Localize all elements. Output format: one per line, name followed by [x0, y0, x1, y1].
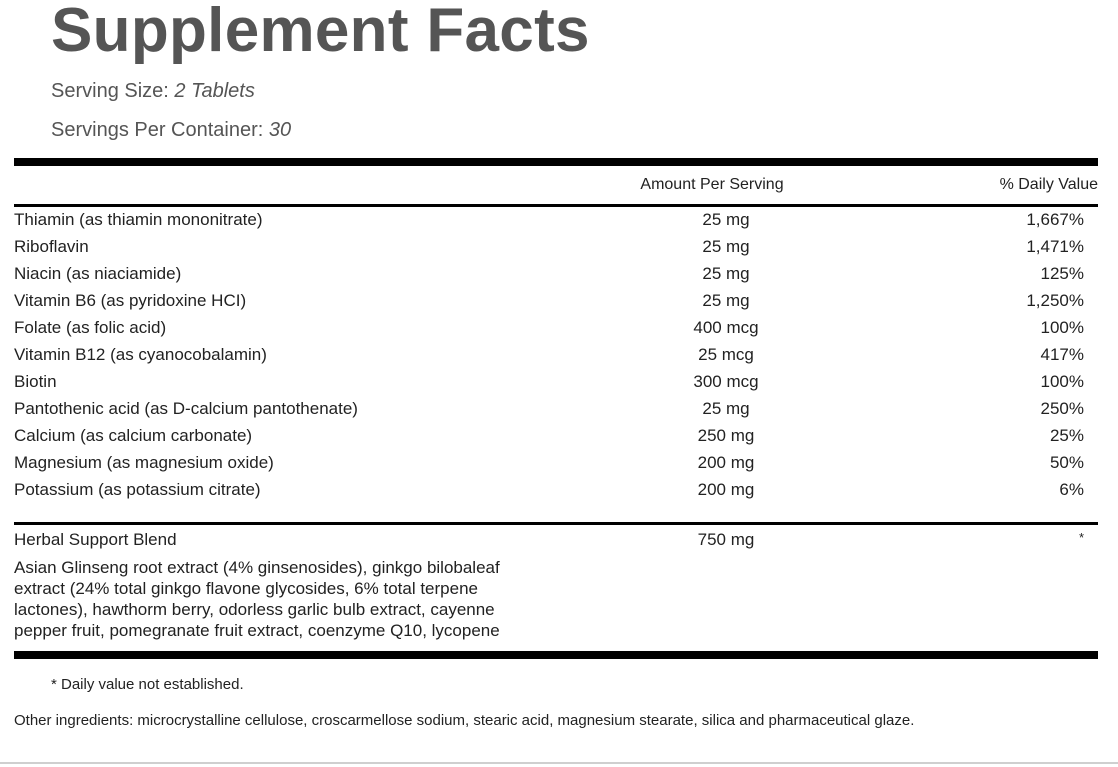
serving-size-value: 2 Tablets [174, 80, 255, 102]
nutrient-amount: 400 mcg [693, 318, 759, 337]
nutrient-daily-value: 417% [1040, 345, 1084, 364]
blend-divider [14, 522, 1098, 525]
table-row [14, 263, 1084, 290]
nutrient-name: Niacin (as niaciamide) [14, 264, 182, 283]
nutrient-name: Riboflavin [14, 237, 89, 256]
blend-amount: 750 mg [697, 530, 755, 549]
serving-size [51, 80, 255, 103]
nutrient-daily-value: 1,471% [1026, 237, 1084, 256]
nutrient-name: Thiamin (as thiamin mononitrate) [14, 210, 263, 229]
table-row [14, 398, 1084, 425]
nutrient-daily-value: 6% [1059, 480, 1084, 499]
nutrient-daily-value: 1,250% [1026, 291, 1084, 310]
nutrient-name: Pantothenic acid (as D-calcium pantothenate) [14, 399, 358, 418]
nutrient-amount: 25 mg [702, 291, 750, 310]
table-row [14, 209, 1084, 236]
footnote: * Daily value not established. [51, 676, 244, 693]
nutrient-name: Magnesium (as magnesium oxide) [14, 453, 274, 472]
blend-description: Asian Glinseng root extract (4% ginsenosides), ginkgo bilobaleaf extract (24% total ginkgo flavone glycosides, 6% total terpene lactones), hawthorm berry, odorless garlic bulb extract, cayenne pepper fruit, pomegranate fruit extract, coenzyme Q10, lycopene [14, 558, 500, 640]
nutrient-amount: 25 mg [702, 399, 750, 418]
page-title: Supplement Facts [51, 0, 590, 65]
bottom-thick-divider [14, 651, 1098, 659]
nutrient-amount: 200 mg [697, 453, 755, 472]
nutrient-daily-value: 1,667% [1026, 210, 1084, 229]
table-row [14, 371, 1084, 398]
nutrient-table [14, 209, 1084, 506]
nutrient-name: Folate (as folic acid) [14, 318, 167, 337]
header-divider [14, 204, 1098, 207]
table-row [14, 425, 1084, 452]
amount-per-serving-header: Amount Per Serving [640, 176, 784, 193]
nutrient-amount: 25 mg [702, 237, 750, 256]
table-row [14, 452, 1084, 479]
nutrient-name: Biotin [14, 372, 57, 391]
nutrient-daily-value: 100% [1040, 372, 1084, 391]
servings-per-container-label: Servings Per Container: [51, 119, 264, 141]
page-bottom-divider [0, 762, 1118, 764]
table-row [14, 344, 1084, 371]
nutrient-name: Potassium (as potassium citrate) [14, 480, 261, 499]
servings-per-container-value: 30 [268, 119, 292, 141]
table-row [14, 290, 1084, 317]
table-row [14, 479, 1084, 506]
servings-per-container [51, 119, 291, 142]
top-thick-divider [14, 158, 1098, 166]
table-row [14, 317, 1084, 344]
nutrient-amount: 25 mg [702, 264, 750, 283]
nutrient-daily-value: 25% [1049, 426, 1084, 445]
nutrient-amount: 250 mg [697, 426, 755, 445]
nutrient-amount: 25 mcg [698, 345, 754, 364]
nutrient-daily-value: 125% [1040, 264, 1084, 283]
daily-value-header: % Daily Value [999, 176, 1098, 193]
nutrient-amount: 200 mg [697, 480, 755, 499]
nutrient-daily-value: 50% [1049, 453, 1084, 472]
nutrient-daily-value: 250% [1040, 399, 1084, 418]
nutrient-daily-value: 100% [1040, 318, 1084, 337]
serving-size-label: Serving Size: [51, 80, 169, 102]
other-ingredients: Other ingredients: microcrystalline cellulose, croscarmellose sodium, stearic acid, magnesium stearate, silica and pharmaceutical glaze. [14, 712, 915, 729]
nutrient-name: Vitamin B12 (as cyanocobalamin) [14, 345, 267, 364]
table-row [14, 236, 1084, 263]
blend-daily-value: * [1078, 530, 1084, 545]
nutrient-amount: 300 mcg [693, 372, 759, 391]
nutrient-amount: 25 mg [702, 210, 750, 229]
nutrient-name: Vitamin B6 (as pyridoxine HCI) [14, 291, 247, 310]
nutrient-name: Calcium (as calcium carbonate) [14, 426, 253, 445]
blend-name: Herbal Support Blend [14, 530, 177, 549]
